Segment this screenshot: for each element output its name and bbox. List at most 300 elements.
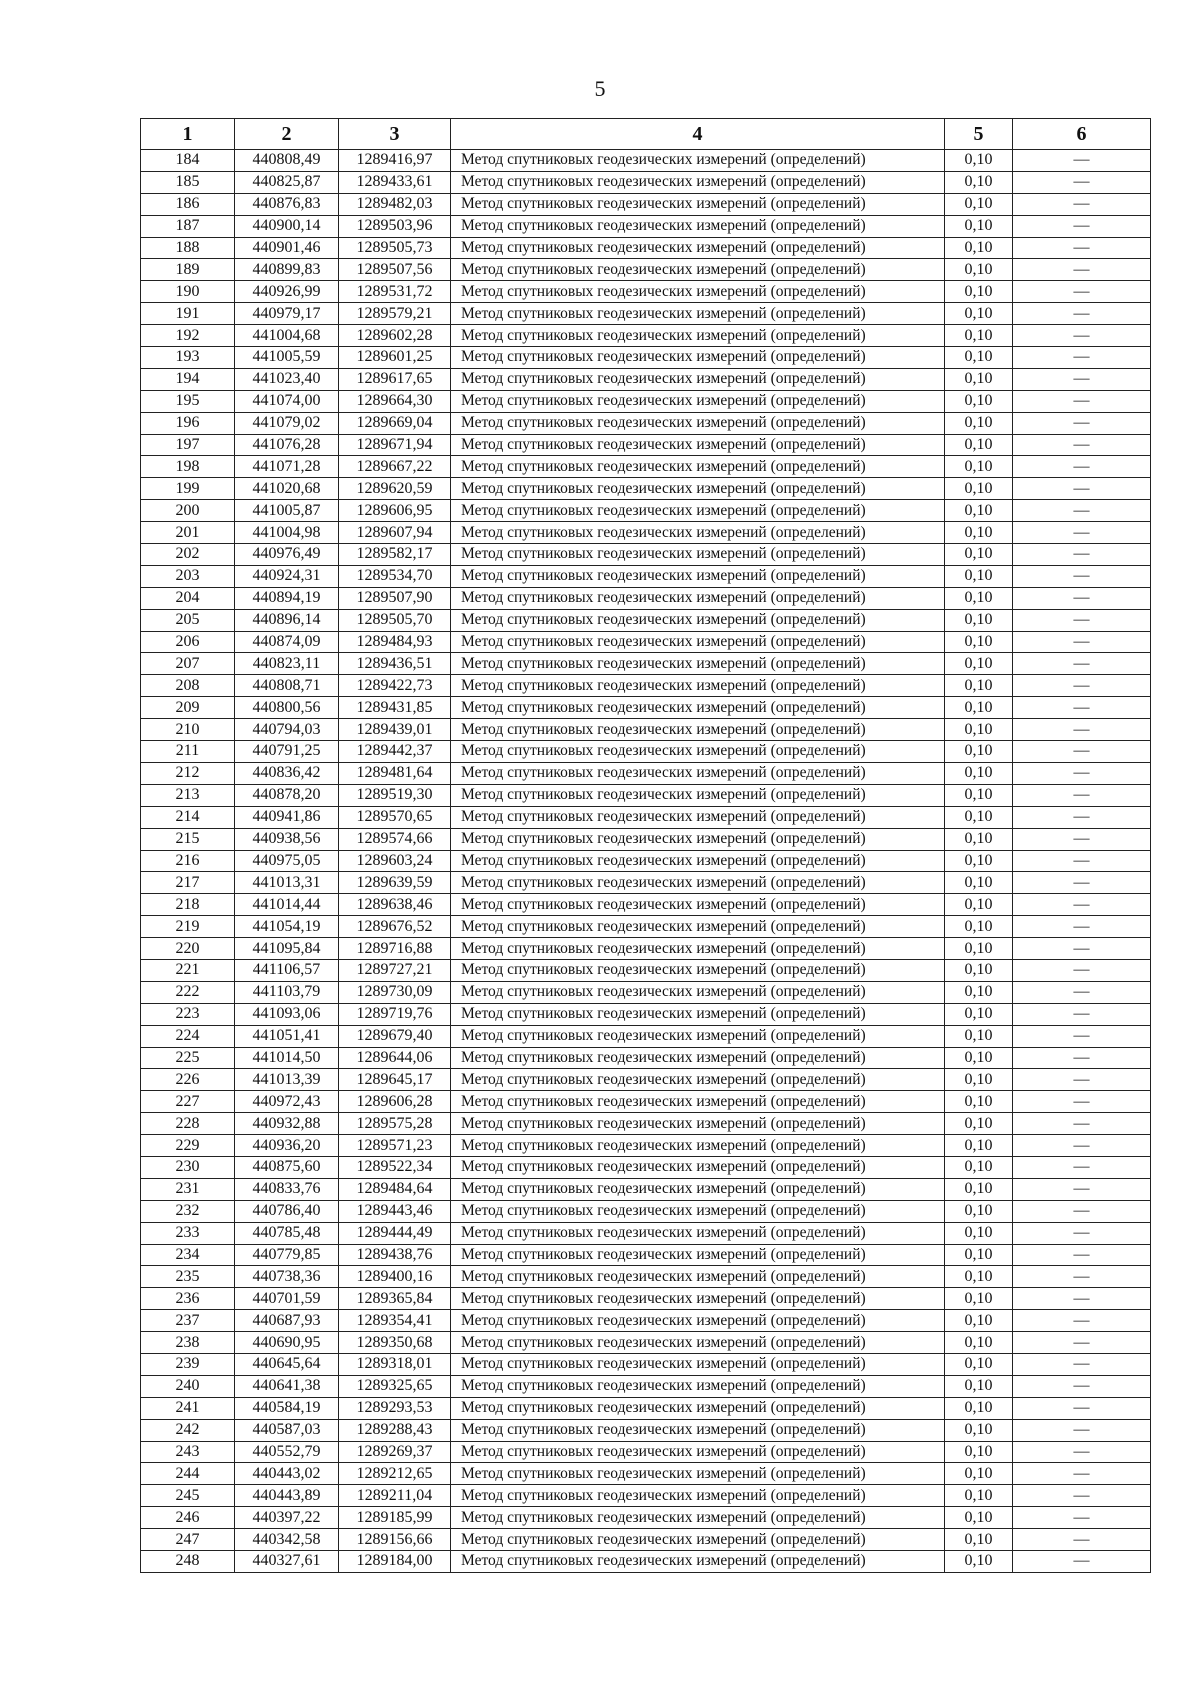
point-number-cell: 233 [141, 1222, 235, 1244]
method-cell: Метод спутниковых геодезических измерений (определений) [451, 1156, 945, 1178]
description-cell: — [1013, 434, 1151, 456]
x-coordinate-cell: 440645,64 [235, 1353, 339, 1375]
table-row [141, 675, 1151, 697]
accuracy-cell: 0,10 [945, 784, 1013, 806]
x-coordinate-cell: 441054,19 [235, 916, 339, 938]
point-number-cell: 212 [141, 762, 235, 784]
point-number-cell: 195 [141, 390, 235, 412]
accuracy-cell: 0,10 [945, 259, 1013, 281]
point-number-cell: 184 [141, 150, 235, 172]
y-coordinate-cell: 1289522,34 [339, 1156, 451, 1178]
y-coordinate-cell: 1289602,28 [339, 325, 451, 347]
x-coordinate-cell: 441103,79 [235, 981, 339, 1003]
point-number-cell: 244 [141, 1463, 235, 1485]
point-number-cell: 199 [141, 478, 235, 500]
point-number-cell: 228 [141, 1113, 235, 1135]
header-col-4: 4 [451, 119, 945, 150]
table-row [141, 1200, 1151, 1222]
method-cell: Метод спутниковых геодезических измерений (определений) [451, 1310, 945, 1332]
accuracy-cell: 0,10 [945, 916, 1013, 938]
description-cell: — [1013, 872, 1151, 894]
method-cell: Метод спутниковых геодезических измерений (определений) [451, 784, 945, 806]
y-coordinate-cell: 1289574,66 [339, 828, 451, 850]
description-cell: — [1013, 1529, 1151, 1551]
y-coordinate-cell: 1289676,52 [339, 916, 451, 938]
header-col-5: 5 [945, 119, 1013, 150]
x-coordinate-cell: 441093,06 [235, 1003, 339, 1025]
method-cell: Метод спутниковых геодезических измерений (определений) [451, 828, 945, 850]
y-coordinate-cell: 1289325,65 [339, 1375, 451, 1397]
x-coordinate-cell: 441023,40 [235, 368, 339, 390]
method-cell: Метод спутниковых геодезических измерений (определений) [451, 390, 945, 412]
method-cell: Метод спутниковых геодезических измерений (определений) [451, 1178, 945, 1200]
description-cell: — [1013, 675, 1151, 697]
accuracy-cell: 0,10 [945, 587, 1013, 609]
point-number-cell: 193 [141, 347, 235, 369]
accuracy-cell: 0,10 [945, 1200, 1013, 1222]
x-coordinate-cell: 440875,60 [235, 1156, 339, 1178]
method-cell: Метод спутниковых геодезических измерений (определений) [451, 1507, 945, 1529]
y-coordinate-cell: 1289507,90 [339, 587, 451, 609]
x-coordinate-cell: 440800,56 [235, 697, 339, 719]
accuracy-cell: 0,10 [945, 850, 1013, 872]
y-coordinate-cell: 1289156,66 [339, 1529, 451, 1551]
method-cell: Метод спутниковых геодезических измерений (определений) [451, 456, 945, 478]
y-coordinate-cell: 1289185,99 [339, 1507, 451, 1529]
point-number-cell: 211 [141, 741, 235, 763]
table-row [141, 653, 1151, 675]
header-col-3: 3 [339, 119, 451, 150]
accuracy-cell: 0,10 [945, 741, 1013, 763]
x-coordinate-cell: 440443,89 [235, 1485, 339, 1507]
table-row [141, 894, 1151, 916]
accuracy-cell: 0,10 [945, 719, 1013, 741]
point-number-cell: 190 [141, 281, 235, 303]
table-row [141, 325, 1151, 347]
accuracy-cell: 0,10 [945, 434, 1013, 456]
x-coordinate-cell: 440584,19 [235, 1397, 339, 1419]
method-cell: Метод спутниковых геодезических измерений (определений) [451, 1222, 945, 1244]
point-number-cell: 196 [141, 412, 235, 434]
y-coordinate-cell: 1289433,61 [339, 171, 451, 193]
y-coordinate-cell: 1289318,01 [339, 1353, 451, 1375]
y-coordinate-cell: 1289601,25 [339, 347, 451, 369]
table-row [141, 1463, 1151, 1485]
point-number-cell: 240 [141, 1375, 235, 1397]
description-cell: — [1013, 150, 1151, 172]
y-coordinate-cell: 1289570,65 [339, 806, 451, 828]
description-cell: — [1013, 1003, 1151, 1025]
x-coordinate-cell: 440342,58 [235, 1529, 339, 1551]
accuracy-cell: 0,10 [945, 1266, 1013, 1288]
description-cell: — [1013, 215, 1151, 237]
accuracy-cell: 0,10 [945, 281, 1013, 303]
accuracy-cell: 0,10 [945, 325, 1013, 347]
accuracy-cell: 0,10 [945, 981, 1013, 1003]
point-number-cell: 222 [141, 981, 235, 1003]
table-row [141, 806, 1151, 828]
accuracy-cell: 0,10 [945, 412, 1013, 434]
description-cell: — [1013, 544, 1151, 566]
accuracy-cell: 0,10 [945, 1222, 1013, 1244]
method-cell: Метод спутниковых геодезических измерений (определений) [451, 1353, 945, 1375]
accuracy-cell: 0,10 [945, 171, 1013, 193]
x-coordinate-cell: 440779,85 [235, 1244, 339, 1266]
y-coordinate-cell: 1289212,65 [339, 1463, 451, 1485]
table-row [141, 1003, 1151, 1025]
y-coordinate-cell: 1289211,04 [339, 1485, 451, 1507]
description-cell: — [1013, 1200, 1151, 1222]
point-number-cell: 189 [141, 259, 235, 281]
x-coordinate-cell: 440808,49 [235, 150, 339, 172]
method-cell: Метод спутниковых геодезических измерений (определений) [451, 1397, 945, 1419]
description-cell: — [1013, 347, 1151, 369]
accuracy-cell: 0,10 [945, 1113, 1013, 1135]
method-cell: Метод спутниковых геодезических измерений (определений) [451, 1485, 945, 1507]
point-number-cell: 247 [141, 1529, 235, 1551]
x-coordinate-cell: 441095,84 [235, 938, 339, 960]
x-coordinate-cell: 441076,28 [235, 434, 339, 456]
y-coordinate-cell: 1289582,17 [339, 544, 451, 566]
method-cell: Метод спутниковых геодезических измерений (определений) [451, 806, 945, 828]
point-number-cell: 201 [141, 522, 235, 544]
table-row [141, 456, 1151, 478]
method-cell: Метод спутниковых геодезических измерений (определений) [451, 368, 945, 390]
point-number-cell: 210 [141, 719, 235, 741]
table-row [141, 1178, 1151, 1200]
description-cell: — [1013, 959, 1151, 981]
table-row [141, 1047, 1151, 1069]
x-coordinate-cell: 440687,93 [235, 1310, 339, 1332]
table-row [141, 1353, 1151, 1375]
x-coordinate-cell: 441004,68 [235, 325, 339, 347]
y-coordinate-cell: 1289603,24 [339, 850, 451, 872]
description-cell: — [1013, 368, 1151, 390]
accuracy-cell: 0,10 [945, 1288, 1013, 1310]
point-number-cell: 234 [141, 1244, 235, 1266]
method-cell: Метод спутниковых геодезических измерений (определений) [451, 741, 945, 763]
point-number-cell: 198 [141, 456, 235, 478]
accuracy-cell: 0,10 [945, 1332, 1013, 1354]
table-row [141, 478, 1151, 500]
y-coordinate-cell: 1289505,70 [339, 609, 451, 631]
x-coordinate-cell: 440587,03 [235, 1419, 339, 1441]
table-row [141, 412, 1151, 434]
point-number-cell: 192 [141, 325, 235, 347]
accuracy-cell: 0,10 [945, 1441, 1013, 1463]
x-coordinate-cell: 440443,02 [235, 1463, 339, 1485]
method-cell: Метод спутниковых геодезических измерений (определений) [451, 1091, 945, 1113]
x-coordinate-cell: 440900,14 [235, 215, 339, 237]
y-coordinate-cell: 1289184,00 [339, 1551, 451, 1573]
description-cell: — [1013, 303, 1151, 325]
method-cell: Метод спутниковых геодезических измерений (определений) [451, 1047, 945, 1069]
description-cell: — [1013, 259, 1151, 281]
accuracy-cell: 0,10 [945, 150, 1013, 172]
method-cell: Метод спутниковых геодезических измерений (определений) [451, 938, 945, 960]
method-cell: Метод спутниковых геодезических измерений (определений) [451, 894, 945, 916]
table-row [141, 1222, 1151, 1244]
method-cell: Метод спутниковых геодезических измерений (определений) [451, 916, 945, 938]
method-cell: Метод спутниковых геодезических измерений (определений) [451, 500, 945, 522]
point-number-cell: 221 [141, 959, 235, 981]
method-cell: Метод спутниковых геодезических измерений (определений) [451, 171, 945, 193]
y-coordinate-cell: 1289679,40 [339, 1025, 451, 1047]
point-number-cell: 245 [141, 1485, 235, 1507]
x-coordinate-cell: 440552,79 [235, 1441, 339, 1463]
method-cell: Метод спутниковых геодезических измерений (определений) [451, 1069, 945, 1091]
accuracy-cell: 0,10 [945, 872, 1013, 894]
accuracy-cell: 0,10 [945, 1025, 1013, 1047]
point-number-cell: 231 [141, 1178, 235, 1200]
method-cell: Метод спутниковых геодезических измерений (определений) [451, 193, 945, 215]
x-coordinate-cell: 440397,22 [235, 1507, 339, 1529]
x-coordinate-cell: 440894,19 [235, 587, 339, 609]
description-cell: — [1013, 1310, 1151, 1332]
accuracy-cell: 0,10 [945, 1156, 1013, 1178]
table-row [141, 522, 1151, 544]
point-number-cell: 200 [141, 500, 235, 522]
y-coordinate-cell: 1289354,41 [339, 1310, 451, 1332]
y-coordinate-cell: 1289669,04 [339, 412, 451, 434]
header-col-1: 1 [141, 119, 235, 150]
method-cell: Метод спутниковых геодезических измерений (определений) [451, 544, 945, 566]
method-cell: Метод спутниковых геодезических измерений (определений) [451, 1113, 945, 1135]
accuracy-cell: 0,10 [945, 1485, 1013, 1507]
x-coordinate-cell: 440899,83 [235, 259, 339, 281]
method-cell: Метод спутниковых геодезических измерений (определений) [451, 1332, 945, 1354]
point-number-cell: 223 [141, 1003, 235, 1025]
y-coordinate-cell: 1289645,17 [339, 1069, 451, 1091]
point-number-cell: 225 [141, 1047, 235, 1069]
x-coordinate-cell: 441013,31 [235, 872, 339, 894]
accuracy-cell: 0,10 [945, 1375, 1013, 1397]
description-cell: — [1013, 565, 1151, 587]
x-coordinate-cell: 440901,46 [235, 237, 339, 259]
point-number-cell: 232 [141, 1200, 235, 1222]
y-coordinate-cell: 1289607,94 [339, 522, 451, 544]
accuracy-cell: 0,10 [945, 894, 1013, 916]
x-coordinate-cell: 441014,50 [235, 1047, 339, 1069]
accuracy-cell: 0,10 [945, 1463, 1013, 1485]
accuracy-cell: 0,10 [945, 1397, 1013, 1419]
method-cell: Метод спутниковых геодезических измерений (определений) [451, 981, 945, 1003]
description-cell: — [1013, 412, 1151, 434]
method-cell: Метод спутниковых геодезических измерений (определений) [451, 1463, 945, 1485]
table-row [141, 1069, 1151, 1091]
y-coordinate-cell: 1289507,56 [339, 259, 451, 281]
description-cell: — [1013, 938, 1151, 960]
point-number-cell: 185 [141, 171, 235, 193]
method-cell: Метод спутниковых геодезических измерений (определений) [451, 959, 945, 981]
table-row [141, 609, 1151, 631]
method-cell: Метод спутниковых геодезических измерений (определений) [451, 872, 945, 894]
y-coordinate-cell: 1289667,22 [339, 456, 451, 478]
table-body [141, 150, 1151, 1573]
method-cell: Метод спутниковых геодезических измерений (определений) [451, 1551, 945, 1573]
description-cell: — [1013, 390, 1151, 412]
x-coordinate-cell: 440896,14 [235, 609, 339, 631]
x-coordinate-cell: 440641,38 [235, 1375, 339, 1397]
accuracy-cell: 0,10 [945, 1310, 1013, 1332]
y-coordinate-cell: 1289519,30 [339, 784, 451, 806]
y-coordinate-cell: 1289484,93 [339, 631, 451, 653]
accuracy-cell: 0,10 [945, 828, 1013, 850]
y-coordinate-cell: 1289664,30 [339, 390, 451, 412]
description-cell: — [1013, 1222, 1151, 1244]
method-cell: Метод спутниковых геодезических измерений (определений) [451, 719, 945, 741]
description-cell: — [1013, 828, 1151, 850]
description-cell: — [1013, 1375, 1151, 1397]
y-coordinate-cell: 1289505,73 [339, 237, 451, 259]
x-coordinate-cell: 441020,68 [235, 478, 339, 500]
method-cell: Метод спутниковых геодезических измерений (определений) [451, 850, 945, 872]
x-coordinate-cell: 441004,98 [235, 522, 339, 544]
x-coordinate-cell: 440785,48 [235, 1222, 339, 1244]
method-cell: Метод спутниковых геодезических измерений (определений) [451, 434, 945, 456]
header-col-2: 2 [235, 119, 339, 150]
description-cell: — [1013, 478, 1151, 500]
accuracy-cell: 0,10 [945, 478, 1013, 500]
y-coordinate-cell: 1289436,51 [339, 653, 451, 675]
table-row [141, 390, 1151, 412]
point-number-cell: 235 [141, 1266, 235, 1288]
table-row [141, 1419, 1151, 1441]
table-row [141, 587, 1151, 609]
accuracy-cell: 0,10 [945, 959, 1013, 981]
table-row [141, 719, 1151, 741]
table-row [141, 259, 1151, 281]
table-row [141, 500, 1151, 522]
method-cell: Метод спутниковых геодезических измерений (определений) [451, 237, 945, 259]
accuracy-cell: 0,10 [945, 1178, 1013, 1200]
x-coordinate-cell: 440791,25 [235, 741, 339, 763]
point-number-cell: 206 [141, 631, 235, 653]
table-row [141, 1397, 1151, 1419]
x-coordinate-cell: 440808,71 [235, 675, 339, 697]
accuracy-cell: 0,10 [945, 1529, 1013, 1551]
accuracy-cell: 0,10 [945, 1047, 1013, 1069]
point-number-cell: 226 [141, 1069, 235, 1091]
point-number-cell: 188 [141, 237, 235, 259]
table-row [141, 281, 1151, 303]
description-cell: — [1013, 1069, 1151, 1091]
table-row [141, 1441, 1151, 1463]
x-coordinate-cell: 440701,59 [235, 1288, 339, 1310]
x-coordinate-cell: 440823,11 [235, 653, 339, 675]
y-coordinate-cell: 1289719,76 [339, 1003, 451, 1025]
accuracy-cell: 0,10 [945, 1069, 1013, 1091]
x-coordinate-cell: 440926,99 [235, 281, 339, 303]
description-cell: — [1013, 1288, 1151, 1310]
table-row [141, 1113, 1151, 1135]
table-row [141, 697, 1151, 719]
point-number-cell: 202 [141, 544, 235, 566]
point-number-cell: 194 [141, 368, 235, 390]
method-cell: Метод спутниковых геодезических измерений (определений) [451, 150, 945, 172]
table-row [141, 916, 1151, 938]
point-number-cell: 215 [141, 828, 235, 850]
point-number-cell: 243 [141, 1441, 235, 1463]
accuracy-cell: 0,10 [945, 500, 1013, 522]
method-cell: Метод спутниковых геодезических измерений (определений) [451, 675, 945, 697]
table-row [141, 544, 1151, 566]
point-number-cell: 197 [141, 434, 235, 456]
point-number-cell: 246 [141, 1507, 235, 1529]
method-cell: Метод спутниковых геодезических измерений (определений) [451, 587, 945, 609]
table-row [141, 1551, 1151, 1573]
x-coordinate-cell: 440975,05 [235, 850, 339, 872]
y-coordinate-cell: 1289644,06 [339, 1047, 451, 1069]
y-coordinate-cell: 1289444,49 [339, 1222, 451, 1244]
coordinates-table [140, 118, 1151, 1573]
description-cell: — [1013, 916, 1151, 938]
method-cell: Метод спутниковых геодезических измерений (определений) [451, 347, 945, 369]
table-row [141, 762, 1151, 784]
description-cell: — [1013, 1244, 1151, 1266]
accuracy-cell: 0,10 [945, 522, 1013, 544]
table-row [141, 303, 1151, 325]
table-row [141, 1135, 1151, 1157]
point-number-cell: 218 [141, 894, 235, 916]
accuracy-cell: 0,10 [945, 456, 1013, 478]
table-row [141, 784, 1151, 806]
description-cell: — [1013, 806, 1151, 828]
y-coordinate-cell: 1289400,16 [339, 1266, 451, 1288]
description-cell: — [1013, 1507, 1151, 1529]
x-coordinate-cell: 441079,02 [235, 412, 339, 434]
table-row [141, 828, 1151, 850]
description-cell: — [1013, 325, 1151, 347]
x-coordinate-cell: 440794,03 [235, 719, 339, 741]
method-cell: Метод спутниковых геодезических измерений (определений) [451, 565, 945, 587]
y-coordinate-cell: 1289579,21 [339, 303, 451, 325]
accuracy-cell: 0,10 [945, 1003, 1013, 1025]
accuracy-cell: 0,10 [945, 653, 1013, 675]
table-row [141, 1025, 1151, 1047]
point-number-cell: 238 [141, 1332, 235, 1354]
accuracy-cell: 0,10 [945, 544, 1013, 566]
x-coordinate-cell: 441013,39 [235, 1069, 339, 1091]
x-coordinate-cell: 441005,59 [235, 347, 339, 369]
method-cell: Метод спутниковых геодезических измерений (определений) [451, 215, 945, 237]
description-cell: — [1013, 1266, 1151, 1288]
table-header-row [141, 119, 1151, 150]
point-number-cell: 186 [141, 193, 235, 215]
point-number-cell: 191 [141, 303, 235, 325]
x-coordinate-cell: 441051,41 [235, 1025, 339, 1047]
point-number-cell: 237 [141, 1310, 235, 1332]
method-cell: Метод спутниковых геодезических измерений (определений) [451, 1266, 945, 1288]
table-row [141, 237, 1151, 259]
description-cell: — [1013, 171, 1151, 193]
table-row [141, 347, 1151, 369]
accuracy-cell: 0,10 [945, 631, 1013, 653]
method-cell: Метод спутниковых геодезических измерений (определений) [451, 1441, 945, 1463]
method-cell: Метод спутниковых геодезических измерений (определений) [451, 1135, 945, 1157]
description-cell: — [1013, 281, 1151, 303]
description-cell: — [1013, 1091, 1151, 1113]
accuracy-cell: 0,10 [945, 237, 1013, 259]
description-cell: — [1013, 850, 1151, 872]
y-coordinate-cell: 1289443,46 [339, 1200, 451, 1222]
y-coordinate-cell: 1289606,95 [339, 500, 451, 522]
table-row [141, 741, 1151, 763]
y-coordinate-cell: 1289620,59 [339, 478, 451, 500]
table-row [141, 215, 1151, 237]
table-row [141, 872, 1151, 894]
table-row [141, 193, 1151, 215]
